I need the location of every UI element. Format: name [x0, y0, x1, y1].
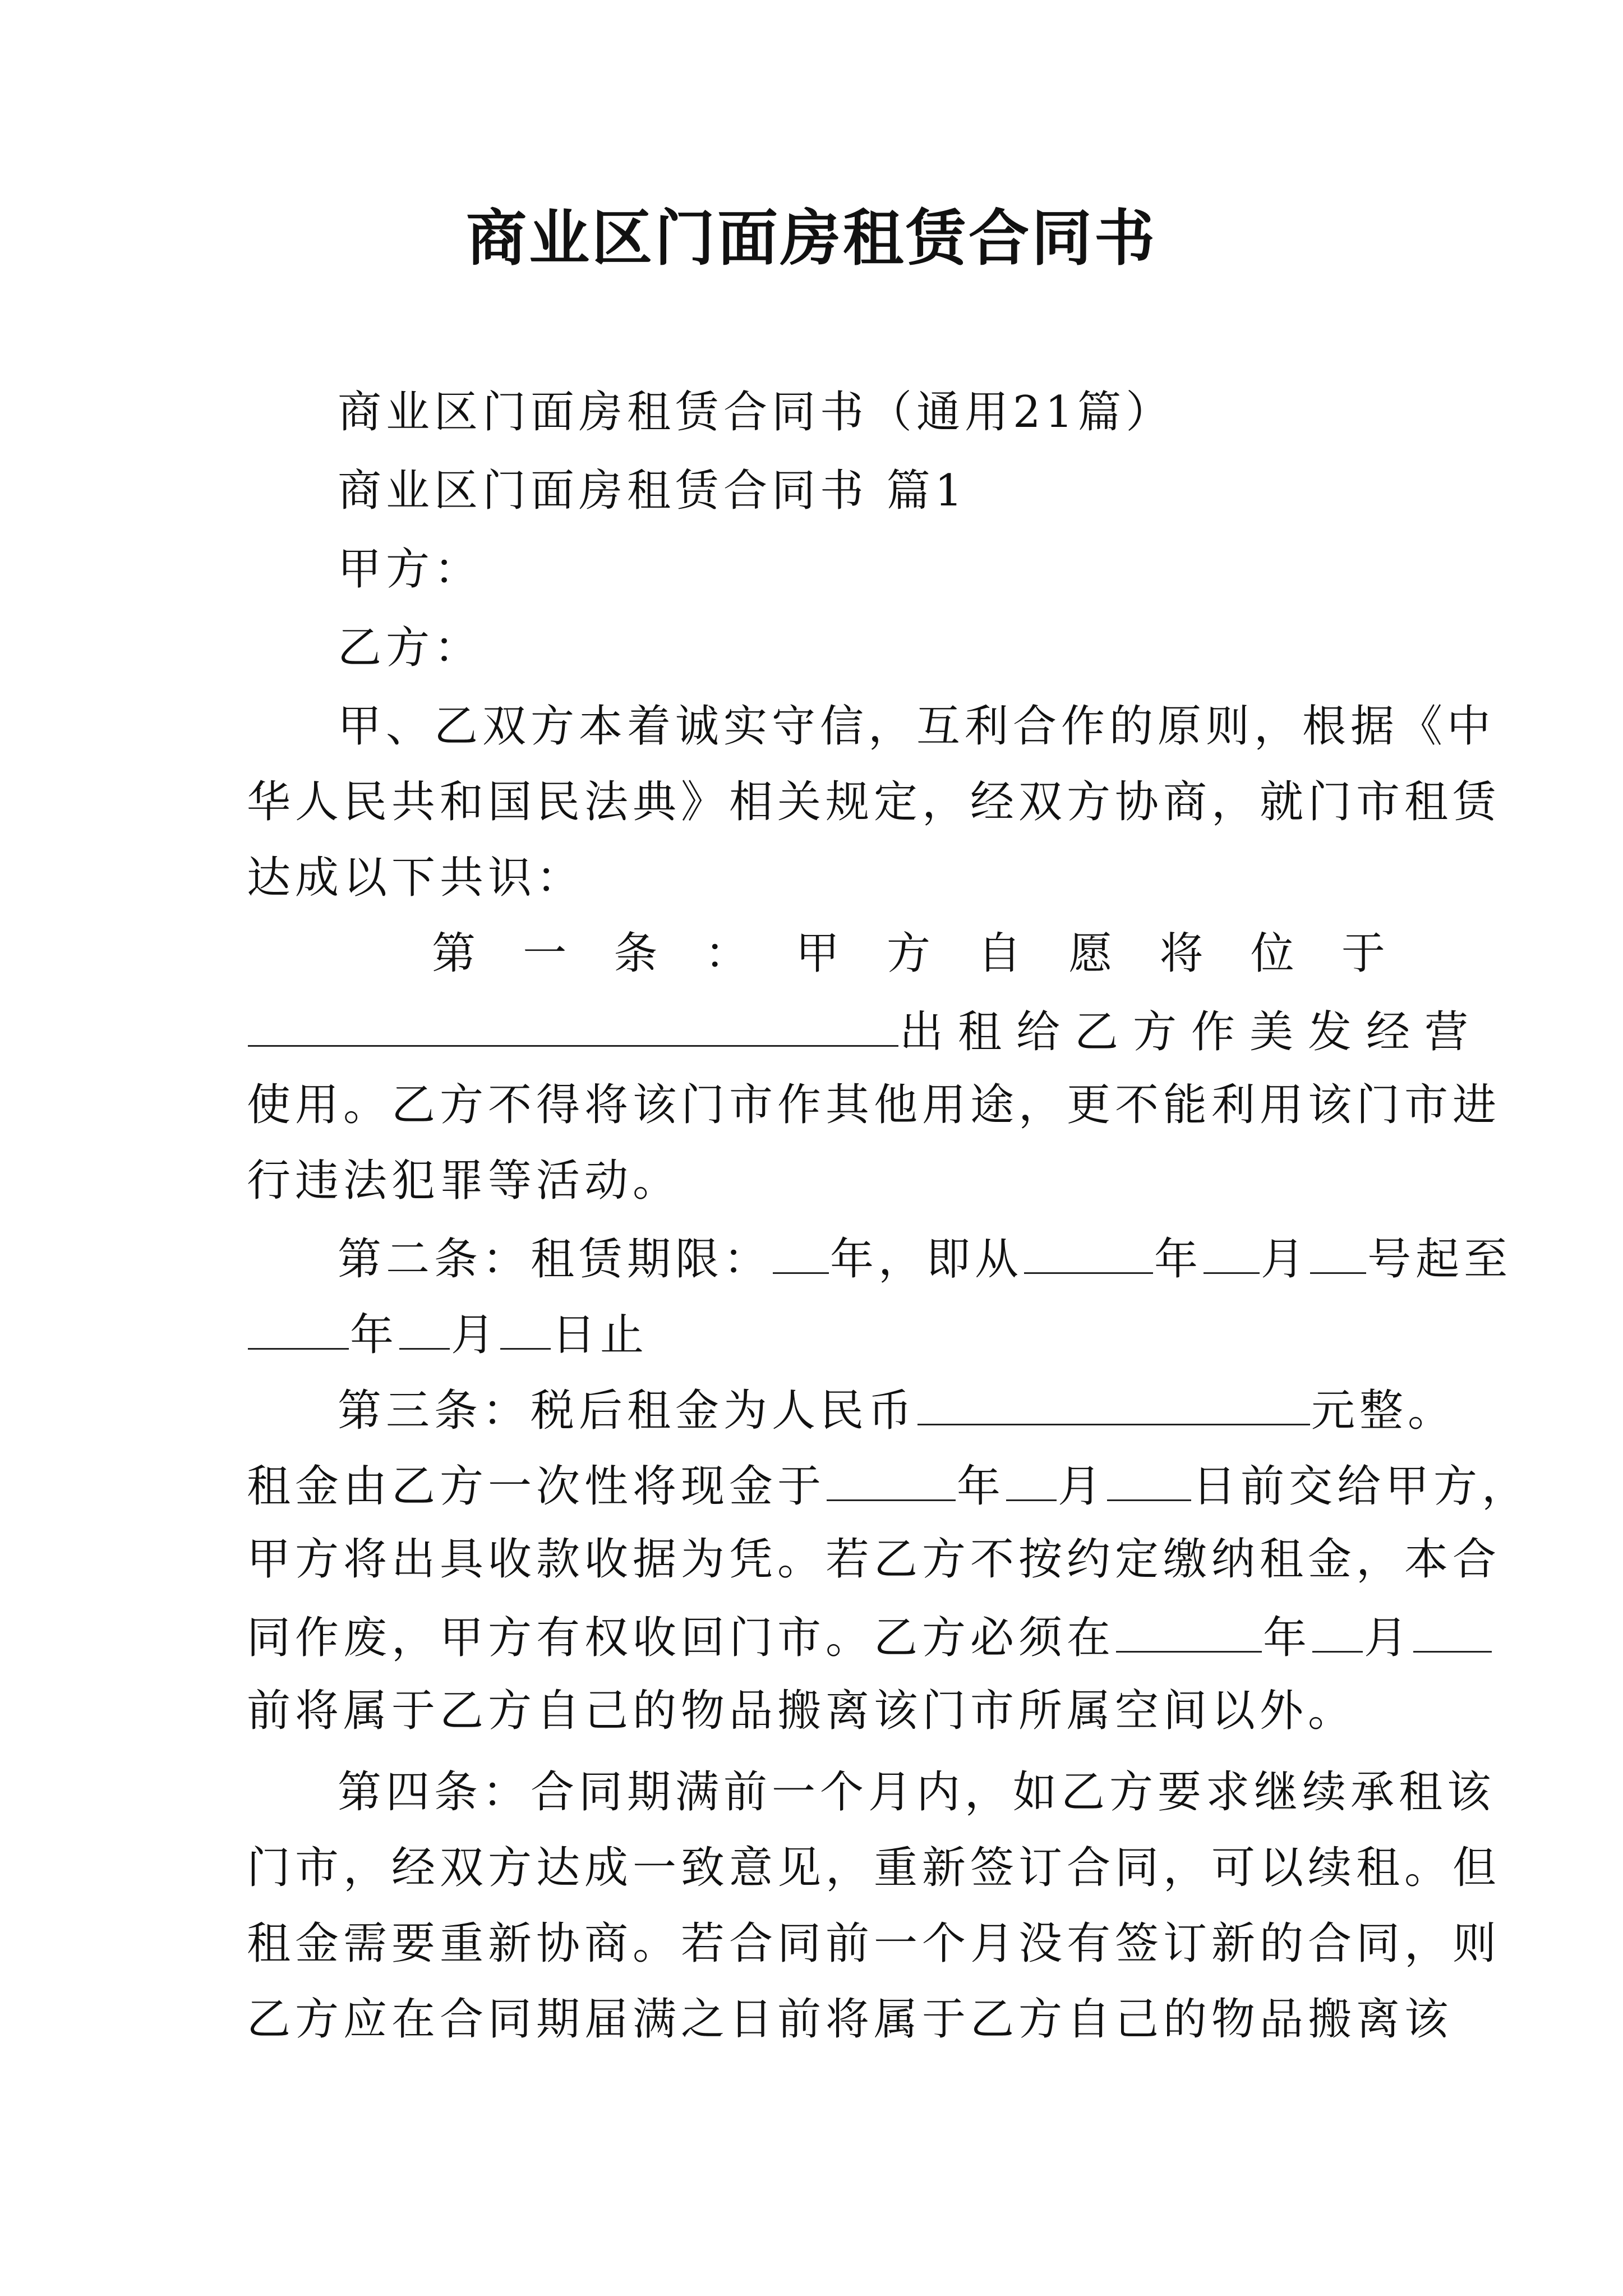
- article-char: ：: [704, 928, 749, 979]
- article-char: 于: [1341, 928, 1385, 979]
- fill-blank[interactable]: [500, 1304, 551, 1350]
- text-segment: 月: [1364, 1613, 1413, 1663]
- article-2-line: [338, 1228, 1513, 1285]
- text-segment: 年，即从: [830, 1234, 1023, 1285]
- fill-blank[interactable]: [1310, 1228, 1366, 1274]
- article-2-line: [247, 1304, 1396, 1360]
- article-char: 甲: [795, 928, 840, 979]
- text-segment: 年: [1263, 1613, 1312, 1663]
- article-3-line: [247, 1607, 1413, 1663]
- text-segment: 年: [1154, 1234, 1203, 1285]
- text-segment: 月: [1058, 1461, 1106, 1512]
- paragraph-line: 前将属于乙方自己的物品搬离该门市所属空间以外。: [247, 1686, 1357, 1736]
- paragraph-line: 达成以下共识：: [247, 853, 585, 903]
- paragraph-line: 乙方应在合同期届满之日前将属于乙方自己的物品搬离该: [247, 1994, 1453, 2045]
- article-3-line: [338, 1380, 1456, 1436]
- fill-blank[interactable]: [1312, 1607, 1363, 1653]
- article-char: 愿: [1068, 928, 1113, 979]
- fill-blank[interactable]: [399, 1304, 450, 1350]
- text-segment: 日止: [552, 1310, 649, 1360]
- paragraph-line: 甲方将出具收款收据为凭。若乙方不按约定缴纳租金，本合: [247, 1534, 1501, 1585]
- fill-blank[interactable]: [773, 1228, 829, 1274]
- fill-blank[interactable]: [1024, 1228, 1153, 1274]
- paragraph-line: 第四条：合同期满前一个月内，如乙方要求继续承租该: [338, 1767, 1496, 1818]
- fill-blank[interactable]: [1006, 1456, 1057, 1501]
- text-segment: 月: [1261, 1234, 1310, 1285]
- text-segment: 元整。: [1311, 1386, 1456, 1436]
- text-segment: 出租给乙方作美发经营: [900, 1007, 1483, 1057]
- text-segment: 号起至: [1367, 1234, 1513, 1285]
- text-segment: 年: [957, 1461, 1006, 1512]
- fill-blank[interactable]: [248, 1304, 349, 1350]
- text-segment: 第二条：租赁期限：: [338, 1234, 772, 1285]
- paragraph-line: 华人民共和国民法典》相关规定，经双方协商，就门市租赁: [247, 777, 1501, 827]
- paragraph-line: 租金需要重新协商。若合同前一个月没有签订新的合同，则: [247, 1918, 1501, 1969]
- fill-blank[interactable]: [248, 1001, 898, 1047]
- fill-blank[interactable]: [1204, 1228, 1260, 1274]
- article-char: 第: [432, 928, 476, 979]
- text-segment: 租金由乙方一次性将现金于: [247, 1461, 826, 1512]
- article-1-heading: [432, 926, 1385, 982]
- text-segment: 年: [350, 1310, 399, 1360]
- paragraph-line: 行违法犯罪等活动。: [247, 1156, 681, 1206]
- article-char: 条: [614, 928, 658, 979]
- document-title: 商业区门面房租赁合同书: [465, 203, 1157, 274]
- article-char: 一: [523, 928, 567, 979]
- subtitle-line: 商业区门面房租赁合同书（通用21篇）: [338, 387, 1174, 438]
- text-segment: 同作废，甲方有权收回门市。乙方必须在: [247, 1613, 1115, 1663]
- party-b-label: 乙方：: [338, 623, 483, 673]
- fill-blank[interactable]: [827, 1456, 956, 1501]
- fill-blank[interactable]: [1107, 1456, 1191, 1501]
- text-segment: 日前交给甲方，: [1192, 1461, 1530, 1512]
- paragraph-line: 使用。乙方不得将该门市作其他用途，更不能利用该门市进: [247, 1080, 1501, 1130]
- text-segment: 月: [451, 1310, 500, 1360]
- text-segment: 第三条：税后租金为人民币: [338, 1386, 917, 1436]
- article-char: 方: [886, 928, 930, 979]
- article-char: 自: [978, 928, 1022, 979]
- paragraph-line: 门市，经双方达成一致意见，重新签订合同，可以续租。但: [247, 1843, 1501, 1893]
- article-char: 位: [1250, 928, 1294, 979]
- fill-blank[interactable]: [1413, 1607, 1492, 1653]
- article-3-line: [247, 1456, 1530, 1512]
- paragraph-line: 甲、乙双方本着诚实守信，互利合作的原则，根据《中: [338, 701, 1496, 752]
- article-char: 将: [1159, 928, 1204, 979]
- section-heading: 商业区门面房租赁合同书 篇1: [338, 466, 967, 516]
- fill-blank[interactable]: [1116, 1607, 1262, 1653]
- fill-blank[interactable]: [917, 1380, 1310, 1425]
- paragraph-line: [247, 1001, 1483, 1057]
- party-a-label: 甲方：: [338, 544, 483, 595]
